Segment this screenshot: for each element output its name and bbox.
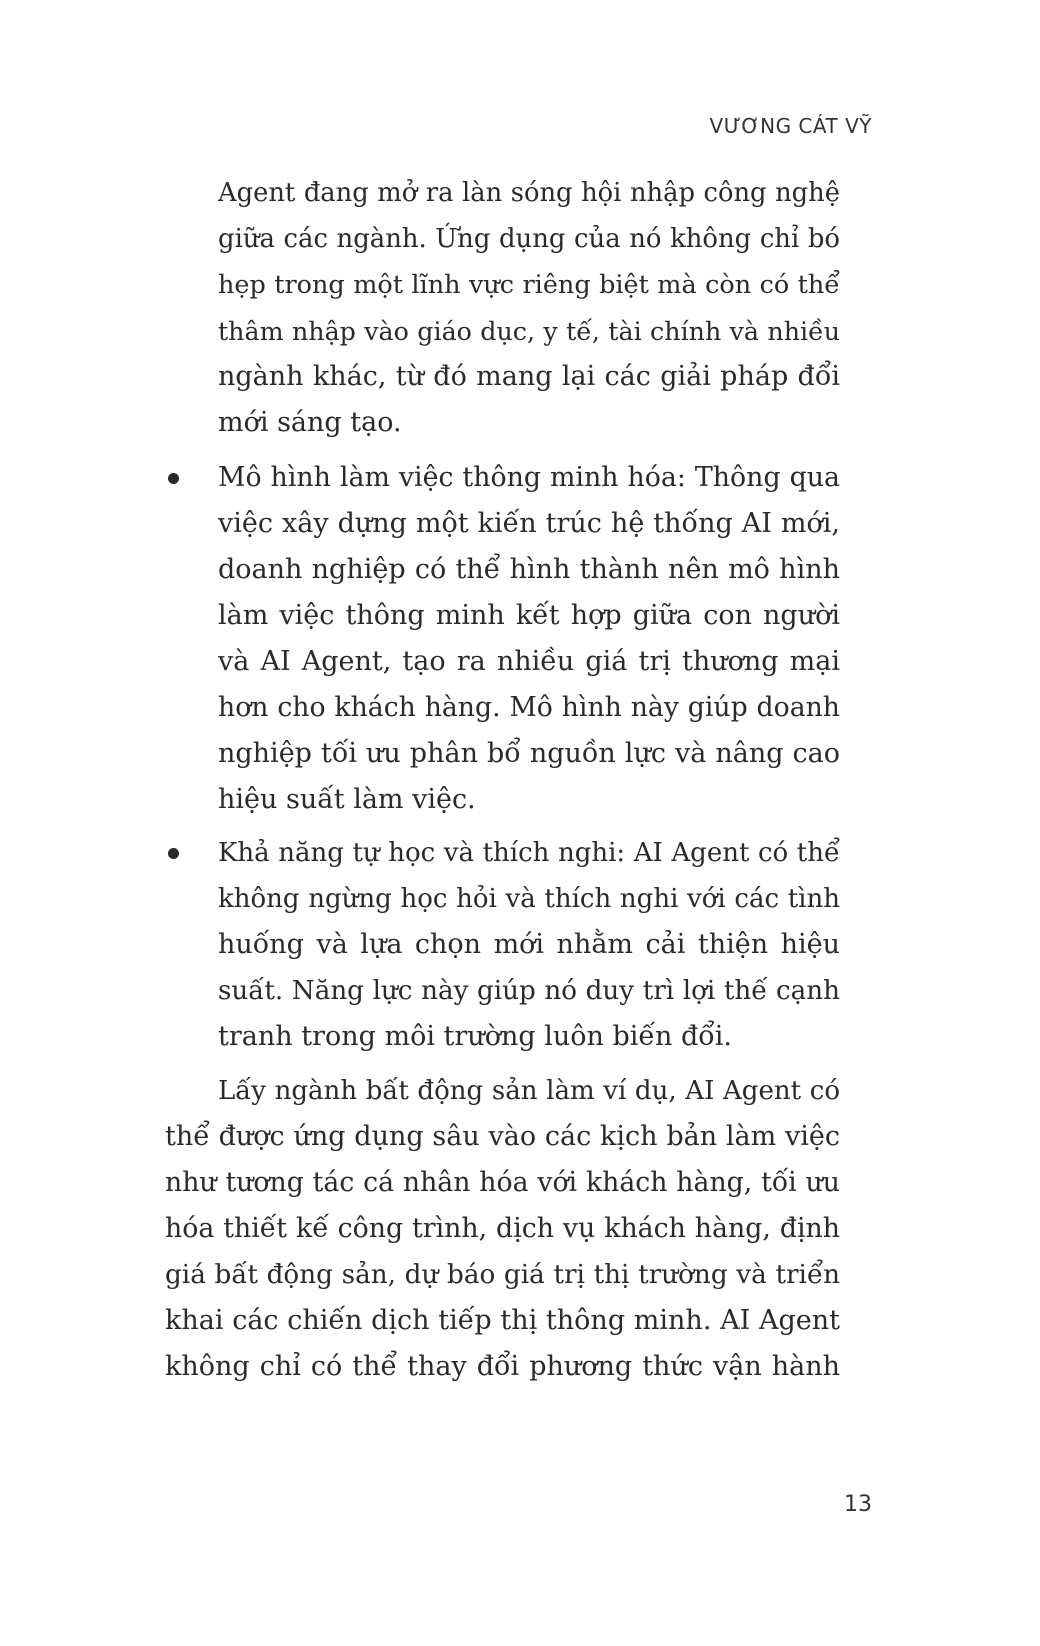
text-line: Mô hình làm việc thông minh hóa: Thông qua: [218, 462, 840, 493]
bullet-dot-icon: [168, 848, 179, 859]
text-line: hóa thiết kế công trình, dịch vụ khách hàng, định: [165, 1213, 840, 1244]
text-line: việc xây dựng một kiến trúc hệ thống AI mới,: [218, 508, 840, 539]
text-line: nghiệp tối ưu phân bổ nguồn lực và nâng cao: [218, 738, 840, 769]
text-line: hẹp trong một lĩnh vực riêng biệt mà còn có thể: [218, 270, 840, 300]
bullet-dot-icon: [168, 473, 179, 484]
text-line: mới sáng tạo.: [218, 407, 402, 438]
text-line: hơn cho khách hàng. Mô hình này giúp doanh: [218, 692, 840, 723]
text-line: ngành khác, từ đó mang lại các giải pháp đổi: [218, 361, 840, 392]
text-line: khai các chiến dịch tiếp thị thông minh. AI Agent: [165, 1305, 840, 1336]
text-line: Agent đang mở ra làn sóng hội nhập công nghệ: [218, 178, 840, 208]
text-line: giữa các ngành. Ứng dụng của nó không chỉ bó: [218, 224, 840, 254]
text-line: Khả năng tự học và thích nghi: AI Agent có thể: [218, 838, 840, 868]
text-line: thâm nhập vào giáo dục, y tế, tài chính và nhiều: [218, 316, 840, 346]
text-line: huống và lựa chọn mới nhằm cải thiện hiệu: [218, 929, 840, 960]
text-line: không chỉ có thể thay đổi phương thức vận hành: [165, 1351, 840, 1382]
continuation-paragraph: [218, 170, 840, 446]
page-number: 13: [844, 1492, 872, 1517]
text-line: Lấy ngành bất động sản làm ví dụ, AI Agent có: [218, 1076, 840, 1106]
text-line: suất. Năng lực này giúp nó duy trì lợi thế cạnh: [218, 976, 840, 1006]
bullet-item: [218, 455, 840, 823]
text-line: làm việc thông minh kết hợp giữa con người: [218, 600, 840, 631]
text-line: không ngừng học hỏi và thích nghi với các tình: [218, 884, 840, 914]
body-paragraph: [165, 1068, 840, 1390]
text-line: giá bất động sản, dự báo giá trị thị trường và triển: [165, 1260, 840, 1290]
text-line: và AI Agent, tạo ra nhiều giá trị thương mại: [218, 646, 840, 677]
text-line: doanh nghiệp có thể hình thành nên mô hình: [218, 554, 840, 585]
text-line: tranh trong môi trường luôn biến đổi.: [218, 1021, 732, 1052]
text-line: thể được ứng dụng sâu vào các kịch bản làm việc: [165, 1121, 840, 1152]
text-line: như tương tác cá nhân hóa với khách hàng, tối ưu: [165, 1167, 840, 1198]
running-head: VƯƠNG CÁT VỸ: [709, 114, 872, 138]
bullet-item: [218, 830, 840, 1060]
text-line: hiệu suất làm việc.: [218, 784, 476, 815]
